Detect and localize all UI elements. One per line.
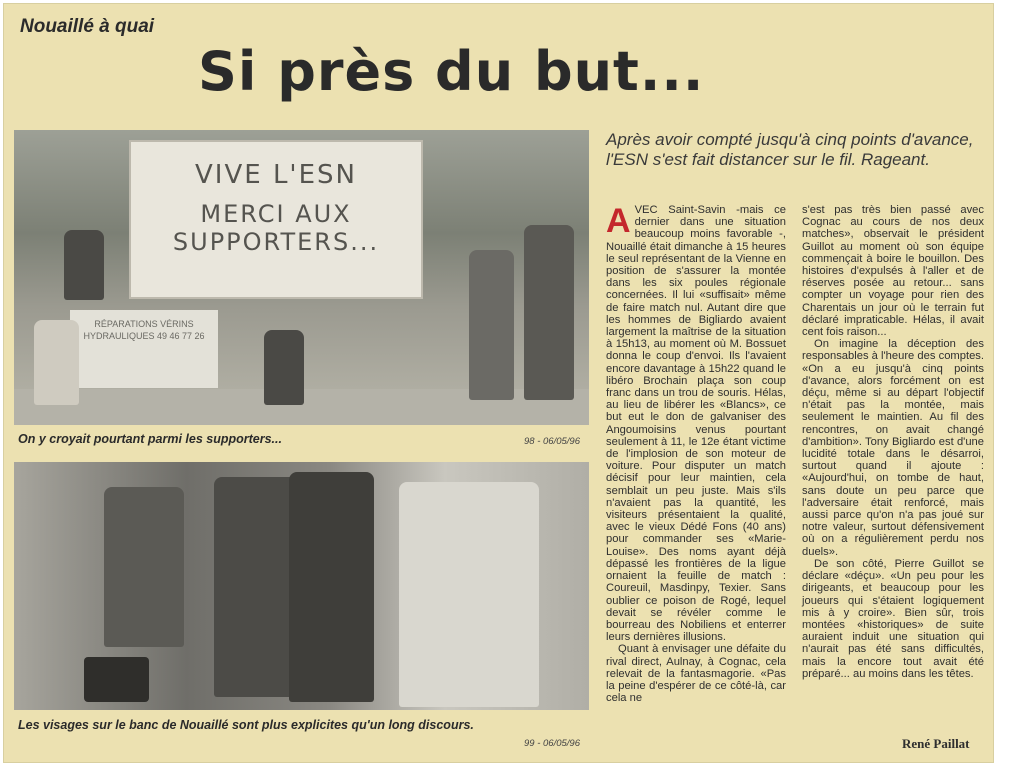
supporter-figure: [264, 330, 304, 405]
photo1-caption: On y croyait pourtant parmi les supporters...: [18, 432, 282, 446]
bench-figure: [289, 472, 374, 702]
standfirst: Après avoir compté jusqu'à cinq points d'avance, l'ESN s'est fait distancer sur le fil. Rageant.: [606, 130, 974, 169]
supporter-figure: [469, 250, 514, 400]
photo-supporters: [14, 130, 589, 425]
author-signature: René Paillat: [902, 736, 970, 751]
photo2-credit: 99 - 06/05/96: [524, 738, 580, 749]
supporters-banner: [129, 140, 423, 299]
banner-line-1: VIVE L'ESN: [195, 160, 357, 190]
drop-cap: A: [606, 202, 631, 240]
sports-bag: [84, 657, 149, 702]
supporter-figure: [34, 320, 79, 405]
article-paragraph: On imagine la déception des responsables à l'heure des comptes. «On a eu jusqu'à cinq points d'avance, alors forcément on est déçu, même si au départ l'objectif n'était pas la montée, mais seulement le maintien. Au fil des rencontres, on avait changé d'ambition». Tony Bigliardo est d'une lucidité totale dans le désarroi, surtout quand il ajoute : «Aujourd'hui, on tombe de haut, sans doute un peu parce que l'adversaire était renforcé, mais aussi parce qu'on n'a pas joué sur notre valeur, surtout défensivement où on a régulièrement perdu nos duels».: [802, 338, 984, 558]
article-paragraph: Quant à envisager une défaite du rival direct, Aulnay, à Cognac, cela relevait de la fantasmagorie. «Pas la peine d'espérer de ce côté-là, car cela ne: [606, 643, 786, 705]
article-paragraph: s'est pas très bien passé avec Cognac au cours de nos deux matches», observait le président Guillot au moment où son équipe commençait à boire le bouillon. Des histoires d'expulsés à l'aller et de réserves posée au retour... sans compter un voyage pour rien des Charentais un jour où le terrain fut déclaré impraticable. Hélas, il avait cent fois raison...: [802, 204, 984, 339]
bench-figure: [104, 487, 184, 647]
supporter-figure: [64, 230, 104, 300]
photo-bench: [14, 462, 589, 710]
banner-line-3: SUPPORTERS...: [172, 228, 380, 256]
supporter-figure: [524, 225, 574, 400]
article-column-2: [802, 204, 984, 680]
article-paragraph: De son côté, Pierre Guillot se déclare «déçu». «Un peu pour les dirigeants, et beaucoup pour les joueurs qui s'étaient logiquement mis à y croire». Bien sûr, trois montées «historiques» de suite auraient induit une situation qui n'aurait pas été sans difficultés, mais la encore tout avait été préparé... au moins dans les têtes.: [802, 557, 984, 680]
article-paragraph: VEC Saint-Savin -mais ce dernier dans une situation beaucoup moins favorable -, Nouaillé était dimanche à 15 heures le seul représentant de la Vienne en position de s'assurer la montée dans les six poules régionale concernées. Il lui «suffisait» même de faire match nul. Autant dire que les hommes de Bigliardo avaient largement la maîtrise de la situation à 15h13, au moment où M. Bossuet donna le coup d'envoi. Ils l'avaient encore davantage à 15h22 quand le libéro Brochain plaça son coup franc dans un trou de souris. Hélas, au lieu de libérer les «Blancs», ce but eut le don de galvaniser des Angoumoisins venus pourtant seulement à 11, le 12e étant victime de l'implosion de son moteur de voiture. Pour disputer un match décisif pour leur maintien, cela semblait un peu juste. Mais s'ils n'avaient pas la quantité, les visiteurs présentaient la qualité, avec le vieux Dédé Fons (40 ans) pour commander ses «Marie-Louise». Des noms ayant déjà dépassé les frontières de la ligue ornaient la feuille de match : Coureuil, Masdinpy, Texier. Sans oublier ce poison de Rogé, lequel devait se révéler comme le bourreau des Nobiliens et enterrer leurs dernières illusions.: [606, 204, 786, 644]
headline: Si près du but...: [198, 40, 705, 103]
section-kicker: Nouaillé à quai: [20, 16, 155, 37]
article-column-1: [606, 204, 786, 704]
advertising-sign: RÉPARATIONS VÉRINS HYDRAULIQUES 49 46 77 26: [70, 310, 218, 388]
bench-figure: [399, 482, 539, 707]
photo1-credit: 98 - 06/05/96: [524, 436, 580, 447]
banner-line-2: MERCI AUX: [200, 200, 352, 228]
photo2-caption: Les visages sur le banc de Nouaillé sont plus explicites qu'un long discours.: [18, 718, 474, 732]
